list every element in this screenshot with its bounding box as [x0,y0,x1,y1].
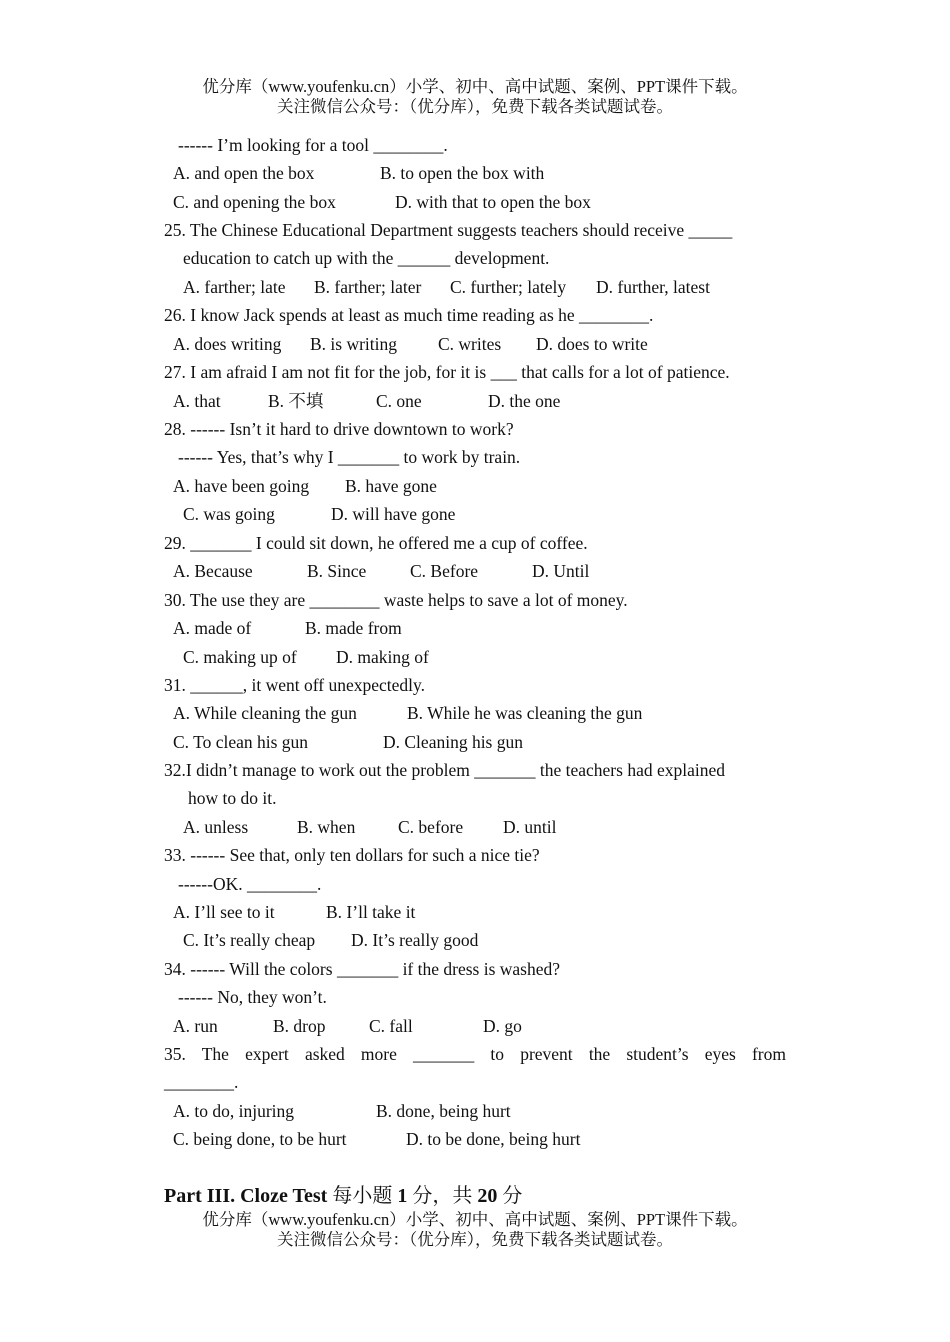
q30-option-d: D. making of [336,647,429,667]
q33-option-c: C. It’s really cheap [183,930,316,950]
q29-option-c: C. Before [410,561,479,581]
q28-option-a: A. have been going [173,476,310,496]
section-score-suffix: 分 [497,1185,523,1207]
q27-option-b: B. 不填 [268,391,324,411]
page-header [0,77,950,117]
q33-option-a: A. I’ll see to it [173,902,275,922]
q31-option-b: B. While he was cleaning the gun [407,703,643,723]
q28-stem: 28. ------ Isn’t it hard to drive downtown to work? [164,419,514,439]
q35-option-c: C. being done, to be hurt [173,1129,347,1149]
q33-stem: 33. ------ See that, only ten dollars for such a nice tie? [164,845,540,865]
q30-option-c: C. making up of [183,647,297,667]
q30-stem: 30. The use they are ________ waste helps to save a lot of money. [164,590,628,610]
q32-option-a: A. unless [183,817,249,837]
q24-option-a: A. and open the box [173,163,315,183]
q28-option-d: D. will have gone [331,504,456,524]
q27-option-c: C. one [376,391,422,411]
q34-stem: 34. ------ Will the colors _______ if the dress is washed? [164,959,561,979]
q28-option-c: C. was going [183,504,275,524]
section-heading-part-3 [164,1183,522,1209]
q35-option-b: B. done, being hurt [376,1101,511,1121]
section-title: Part III. Cloze Test [164,1185,328,1207]
q26-option-c: C. writes [438,334,502,354]
q25-stem-line-1: 25. The Chinese Educational Department suggests teachers should receive _____ [164,220,733,240]
q29-option-b: B. Since [307,561,367,581]
q33-reply: ------OK. ________. [178,874,322,894]
q24-dialog: ------ I’m looking for a tool ________. [178,135,448,155]
q30-option-a: A. made of [173,618,252,638]
q25-option-c: C. further; lately [450,277,567,297]
q29-option-a: A. Because [173,561,253,581]
section-score-each: 1 [397,1185,408,1207]
q34-option-d: D. go [483,1016,522,1036]
q26-stem: 26. I know Jack spends at least as much time reading as he ________. [164,305,654,325]
header-line-2: 关注微信公众号：（优分库），免费下载各类试题试卷。 [277,97,673,116]
q35-option-d: D. to be done, being hurt [406,1129,581,1149]
q31-option-c: C. To clean his gun [173,732,309,752]
q24-option-d: D. with that to open the box [395,192,591,212]
q33-option-b: B. I’ll take it [326,902,416,922]
q34-option-a: A. run [173,1016,218,1036]
q26-option-b: B. is writing [310,334,398,354]
q35-stem-line-1: 35. The expert asked more _______ to prevent the student’s eyes from [164,1044,786,1064]
footer-line-1: 优分库（www.youfenku.cn）小学、初中、高中试题、案例、PPT课件下载。 [202,1210,748,1229]
q25-option-b: B. farther; later [314,277,422,297]
header-line-1: 优分库（www.youfenku.cn）小学、初中、高中试题、案例、PPT课件下载。 [202,77,748,96]
q32-stem-line-1: 32.I didn’t manage to work out the problem _______ the teachers had explained [164,760,725,780]
q25-stem-line-2: education to catch up with the ______ development. [183,248,550,268]
q35-option-a: A. to do, injuring [173,1101,295,1121]
q30-option-b: B. made from [305,618,402,638]
q32-stem-line-2: how to do it. [188,788,277,808]
section-score-prefix: 每小题 [327,1185,398,1207]
q27-option-d: D. the one [488,391,561,411]
q27-stem: 27. I am afraid I am not fit for the job, for it is ___ that calls for a lot of patience. [164,362,730,382]
section-score-total: 20 [477,1185,498,1207]
q25-option-a: A. farther; late [183,277,286,297]
q35-stem-line-2: ________. [164,1072,239,1092]
q24-option-b: B. to open the box with [380,163,545,183]
q27-option-a: A. that [173,391,221,411]
q31-option-a: A. While cleaning the gun [173,703,357,723]
q29-stem: 29. _______ I could sit down, he offered me a cup of coffee. [164,533,588,553]
q25-option-d: D. further, latest [596,277,710,297]
q31-option-d: D. Cleaning his gun [383,732,523,752]
q26-option-a: A. does writing [173,334,282,354]
q24-option-c: C. and opening the box [173,192,336,212]
q34-option-c: C. fall [369,1016,413,1036]
q28-reply: ------ Yes, that’s why I _______ to work by train. [178,447,521,467]
q32-option-d: D. until [503,817,557,837]
q33-option-d: D. It’s really good [351,930,479,950]
footer-line-2: 关注微信公众号：（优分库），免费下载各类试题试卷。 [277,1230,673,1249]
q31-stem: 31. ______, it went off unexpectedly. [164,675,425,695]
q34-reply: ------ No, they won’t. [178,987,327,1007]
q32-option-b: B. when [297,817,356,837]
q28-option-b: B. have gone [345,476,437,496]
section-score-mid: 分，共 [407,1185,478,1207]
q29-option-d: D. Until [532,561,590,581]
page-footer [0,1210,950,1250]
q26-option-d: D. does to write [536,334,648,354]
q32-option-c: C. before [398,817,464,837]
q34-option-b: B. drop [273,1016,326,1036]
